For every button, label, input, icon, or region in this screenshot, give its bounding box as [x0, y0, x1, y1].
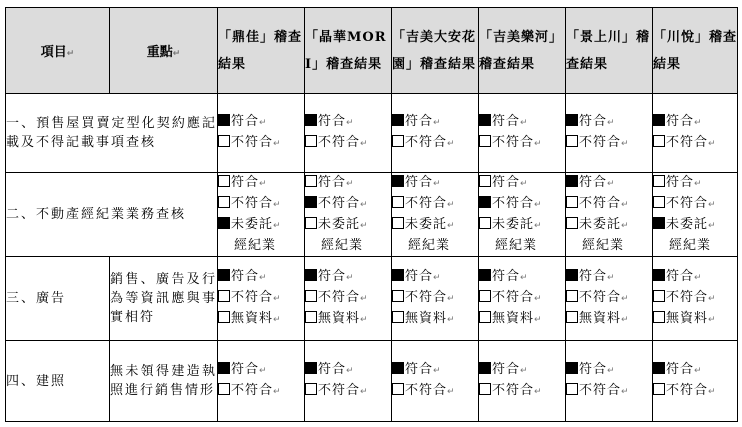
paragraph-mark: ↵	[708, 294, 717, 304]
result-option[interactable]	[218, 194, 304, 215]
result-option[interactable]	[305, 360, 391, 381]
option-label: 不符合	[492, 290, 535, 305]
result-cell	[479, 173, 566, 257]
table-row	[6, 94, 738, 173]
result-option[interactable]	[653, 173, 737, 194]
option-label: 未委託	[579, 217, 622, 232]
option-label: 符合	[666, 114, 695, 129]
result-option[interactable]	[305, 112, 391, 133]
result-option[interactable]	[392, 288, 478, 309]
option-label: 符合	[579, 362, 608, 377]
paragraph-mark: ↵	[433, 118, 442, 128]
checkbox-icon[interactable]	[218, 311, 230, 323]
result-cell	[653, 341, 738, 422]
option-label: 符合	[666, 175, 695, 190]
checkbox-icon[interactable]	[479, 311, 491, 323]
paragraph-mark: ↵	[259, 179, 268, 189]
option-label-continued: 經紀業	[408, 238, 451, 253]
option-label: 不符合	[318, 383, 361, 398]
paragraph-mark: ↵	[273, 387, 282, 397]
option-label: 符合	[318, 269, 347, 284]
result-cell	[305, 341, 392, 422]
result-option[interactable]	[566, 360, 652, 381]
checked-checkbox-icon[interactable]	[305, 196, 317, 208]
checked-checkbox-icon[interactable]	[479, 114, 491, 126]
result-cell	[218, 173, 305, 257]
option-label: 符合	[318, 175, 347, 190]
paragraph-mark: ↵	[447, 200, 456, 210]
option-label: 未委託	[492, 217, 535, 232]
option-label: 符合	[579, 269, 608, 284]
option-label: 符合	[405, 175, 434, 190]
paragraph-mark: ↵	[621, 294, 630, 304]
result-cell	[653, 94, 738, 173]
checkbox-icon[interactable]	[392, 135, 404, 147]
checked-checkbox-icon[interactable]	[305, 362, 317, 374]
result-option[interactable]	[479, 215, 565, 236]
option-label: 不符合	[666, 135, 709, 150]
result-cell	[218, 94, 305, 173]
option-label: 符合	[666, 362, 695, 377]
result-option[interactable]	[392, 267, 478, 288]
result-option[interactable]	[392, 173, 478, 194]
result-option[interactable]	[218, 215, 304, 236]
result-cell	[566, 341, 653, 422]
header-result: 「晶華MORI」稽查結果	[305, 8, 392, 94]
paragraph-mark: ↵	[346, 366, 355, 376]
paragraph-mark: ↵	[273, 294, 282, 304]
result-option[interactable]	[566, 194, 652, 215]
checkbox-icon[interactable]	[479, 217, 491, 229]
paragraph-mark: ↵	[708, 221, 717, 231]
result-option[interactable]	[653, 267, 737, 288]
checkbox-icon[interactable]	[392, 311, 404, 323]
result-option[interactable]	[305, 381, 391, 402]
checkbox-icon[interactable]	[479, 383, 491, 395]
result-cell	[392, 94, 479, 173]
result-option[interactable]	[479, 194, 565, 215]
result-cell	[392, 173, 479, 257]
option-label-continued: 經紀業	[495, 238, 538, 253]
option-label: 不符合	[579, 135, 622, 150]
paragraph-mark: ↵	[607, 179, 616, 189]
header-result: 「景上川」稽查結果	[566, 8, 653, 94]
option-label: 不符合	[666, 290, 709, 305]
result-option[interactable]	[653, 360, 737, 381]
result-cell	[479, 341, 566, 422]
checked-checkbox-icon[interactable]	[392, 114, 404, 126]
checkbox-icon[interactable]	[653, 290, 665, 302]
result-cell	[566, 257, 653, 341]
option-label: 不符合	[579, 383, 622, 398]
checked-checkbox-icon[interactable]	[392, 175, 404, 187]
result-option[interactable]	[305, 215, 391, 236]
checkbox-icon[interactable]	[392, 217, 404, 229]
option-label: 未委託	[318, 217, 361, 232]
option-label: 不符合	[405, 290, 448, 305]
paragraph-mark: ↵	[520, 118, 529, 128]
checkbox-icon[interactable]	[479, 135, 491, 147]
option-label: 不符合	[666, 383, 709, 398]
result-cell	[653, 173, 738, 257]
checkbox-icon[interactable]	[218, 383, 230, 395]
checkbox-icon[interactable]	[218, 135, 230, 147]
row-item-label: 二、不動產經紀業業務查核	[6, 173, 218, 257]
result-option[interactable]	[479, 381, 565, 402]
result-option[interactable]	[479, 267, 565, 288]
option-label: 不符合	[492, 383, 535, 398]
checkbox-icon[interactable]	[653, 196, 665, 208]
option-label: 符合	[405, 114, 434, 129]
paragraph-mark: ↵	[520, 273, 529, 283]
checkbox-icon[interactable]	[305, 217, 317, 229]
option-label: 不符合	[492, 135, 535, 150]
result-option[interactable]	[218, 133, 304, 154]
result-option[interactable]	[479, 288, 565, 309]
paragraph-mark: ↵	[534, 294, 543, 304]
paragraph-mark: ↵	[694, 179, 703, 189]
paragraph-mark: ↵	[694, 273, 703, 283]
paragraph-mark: ↵	[607, 273, 616, 283]
option-label: 不符合	[579, 196, 622, 211]
paragraph-mark: ↵	[259, 366, 268, 376]
paragraph-mark: ↵	[259, 118, 268, 128]
row-item-label: 四、建照	[6, 341, 110, 422]
paragraph-mark: ↵	[534, 315, 543, 325]
header-focus: 重點↵	[110, 8, 218, 94]
paragraph-mark: ↵	[360, 294, 369, 304]
paragraph-mark: ↵	[621, 221, 630, 231]
checked-checkbox-icon[interactable]	[566, 114, 578, 126]
result-option[interactable]	[653, 194, 737, 215]
paragraph-mark: ↵	[433, 179, 442, 189]
checked-checkbox-icon[interactable]	[479, 269, 491, 281]
option-label: 未委託	[231, 217, 274, 232]
result-option[interactable]	[653, 133, 737, 154]
checked-checkbox-icon[interactable]	[218, 114, 230, 126]
option-label: 未委託	[405, 217, 448, 232]
result-option[interactable]	[218, 309, 304, 330]
result-cell	[218, 257, 305, 341]
option-label-continued: 經紀業	[234, 238, 277, 253]
option-label: 不符合	[231, 290, 274, 305]
paragraph-mark: ↵	[520, 366, 529, 376]
option-label: 不符合	[492, 196, 535, 211]
result-option[interactable]	[653, 215, 737, 236]
option-label: 無資料	[231, 311, 274, 326]
paragraph-mark: ↵	[520, 179, 529, 189]
paragraph-mark: ↵	[607, 118, 616, 128]
option-label-continued: 經紀業	[669, 238, 712, 253]
checked-checkbox-icon[interactable]	[566, 175, 578, 187]
option-label: 符合	[318, 362, 347, 377]
result-cell	[653, 257, 738, 341]
checkbox-icon[interactable]	[218, 196, 230, 208]
result-option[interactable]	[653, 309, 737, 330]
paragraph-mark: ↵	[360, 221, 369, 231]
option-label: 符合	[492, 362, 521, 377]
checkbox-icon[interactable]	[218, 290, 230, 302]
option-label: 未委託	[666, 217, 709, 232]
result-option[interactable]	[392, 360, 478, 381]
checkbox-icon[interactable]	[392, 196, 404, 208]
paragraph-mark: ↵	[360, 139, 369, 149]
checkbox-icon[interactable]	[653, 311, 665, 323]
paragraph-mark: ↵	[708, 387, 717, 397]
paragraph-mark: ↵	[273, 139, 282, 149]
checked-checkbox-icon[interactable]	[479, 362, 491, 374]
result-option[interactable]	[479, 360, 565, 381]
checkbox-icon[interactable]	[305, 175, 317, 187]
result-option[interactable]	[218, 381, 304, 402]
result-option[interactable]	[653, 381, 737, 402]
option-label: 不符合	[318, 196, 361, 211]
option-label: 不符合	[405, 196, 448, 211]
result-option[interactable]	[653, 288, 737, 309]
paragraph-mark: ↵	[534, 139, 543, 149]
result-option[interactable]	[392, 112, 478, 133]
option-label: 符合	[231, 269, 260, 284]
paragraph-mark: ↵	[346, 273, 355, 283]
result-option[interactable]	[392, 133, 478, 154]
result-option[interactable]	[566, 309, 652, 330]
checked-checkbox-icon[interactable]	[653, 217, 665, 229]
row-focus-text: 無未領得建造執照進行銷售情形	[110, 341, 218, 422]
result-option[interactable]	[305, 267, 391, 288]
paragraph-mark: ↵	[360, 200, 369, 210]
option-label: 符合	[231, 114, 260, 129]
result-option[interactable]	[392, 381, 478, 402]
checkbox-icon[interactable]	[218, 175, 230, 187]
checked-checkbox-icon[interactable]	[653, 114, 665, 126]
result-option[interactable]	[218, 173, 304, 194]
paragraph-mark: ↵	[447, 315, 456, 325]
option-label: 符合	[318, 114, 347, 129]
option-label: 符合	[231, 362, 260, 377]
checked-checkbox-icon[interactable]	[305, 269, 317, 281]
checkbox-icon[interactable]	[479, 175, 491, 187]
paragraph-mark: ↵	[346, 179, 355, 189]
option-label: 不符合	[318, 290, 361, 305]
paragraph-mark: ↵	[447, 294, 456, 304]
option-label-continued: 經紀業	[582, 238, 625, 253]
checkbox-icon[interactable]	[566, 135, 578, 147]
checked-checkbox-icon[interactable]	[653, 362, 665, 374]
table-row	[6, 257, 738, 341]
result-cell	[479, 257, 566, 341]
paragraph-mark: ↵	[447, 387, 456, 397]
option-label: 不符合	[405, 383, 448, 398]
option-label: 無資料	[492, 311, 535, 326]
option-label: 符合	[579, 114, 608, 129]
option-label: 不符合	[666, 196, 709, 211]
paragraph-mark: ↵	[708, 200, 717, 210]
paragraph-mark: ↵	[447, 139, 456, 149]
option-label: 符合	[405, 269, 434, 284]
option-label: 符合	[492, 175, 521, 190]
result-cell	[566, 173, 653, 257]
checkbox-icon[interactable]	[305, 135, 317, 147]
paragraph-mark: ↵	[273, 221, 282, 231]
paragraph-mark: ↵	[433, 366, 442, 376]
option-label: 符合	[231, 175, 260, 190]
option-label: 符合	[492, 114, 521, 129]
paragraph-mark: ↵	[360, 387, 369, 397]
checkbox-icon[interactable]	[305, 383, 317, 395]
option-label: 不符合	[405, 135, 448, 150]
result-option[interactable]	[479, 173, 565, 194]
checkbox-icon[interactable]	[305, 290, 317, 302]
result-option[interactable]	[566, 173, 652, 194]
inspection-table	[5, 7, 738, 422]
checkbox-icon[interactable]	[566, 290, 578, 302]
paragraph-mark: ↵	[273, 315, 282, 325]
result-cell	[566, 94, 653, 173]
result-option[interactable]	[305, 173, 391, 194]
result-option[interactable]	[392, 215, 478, 236]
option-label: 無資料	[318, 311, 361, 326]
option-label: 符合	[579, 175, 608, 190]
result-cell	[305, 257, 392, 341]
checkbox-icon[interactable]	[653, 383, 665, 395]
paragraph-mark: ↵	[708, 139, 717, 149]
header-item: 項目↵	[6, 8, 110, 94]
checkbox-icon[interactable]	[566, 383, 578, 395]
checked-checkbox-icon[interactable]	[479, 196, 491, 208]
option-label: 無資料	[579, 311, 622, 326]
option-label: 符合	[405, 362, 434, 377]
result-cell	[305, 94, 392, 173]
checked-checkbox-icon[interactable]	[218, 362, 230, 374]
paragraph-mark: ↵	[534, 387, 543, 397]
result-option[interactable]	[479, 133, 565, 154]
result-cell	[392, 341, 479, 422]
result-option[interactable]	[566, 112, 652, 133]
row-focus-text: 銷售、廣告及行為等資訊應與事實相符	[110, 257, 218, 341]
checkbox-icon[interactable]	[653, 135, 665, 147]
result-option[interactable]	[305, 288, 391, 309]
paragraph-mark: ↵	[360, 315, 369, 325]
option-label: 不符合	[231, 383, 274, 398]
result-cell	[305, 173, 392, 257]
option-label: 不符合	[318, 135, 361, 150]
option-label: 符合	[666, 269, 695, 284]
option-label-continued: 經紀業	[321, 238, 364, 253]
header-result: 「吉美大安花園」稽查結果	[392, 8, 479, 94]
row-item-label: 一、預售屋買賣定型化契約應記載及不得記載事項查核	[6, 94, 218, 173]
paragraph-mark: ↵	[621, 139, 630, 149]
result-option[interactable]	[566, 381, 652, 402]
checked-checkbox-icon[interactable]	[218, 269, 230, 281]
option-label: 符合	[492, 269, 521, 284]
paragraph-mark: ↵	[621, 315, 630, 325]
paragraph-mark: ↵	[694, 366, 703, 376]
checked-checkbox-icon[interactable]	[392, 362, 404, 374]
option-label: 不符合	[579, 290, 622, 305]
table-row	[6, 341, 738, 422]
header-result: 「鼎佳」稽查結果	[218, 8, 305, 94]
checkbox-icon[interactable]	[566, 217, 578, 229]
paragraph-mark: ↵	[273, 200, 282, 210]
checkbox-icon[interactable]	[479, 290, 491, 302]
result-option[interactable]	[218, 288, 304, 309]
option-label: 無資料	[666, 311, 709, 326]
result-option[interactable]	[305, 133, 391, 154]
header-result: 「川悅」稽查結果	[653, 8, 738, 94]
paragraph-mark: ↵	[621, 200, 630, 210]
checked-checkbox-icon[interactable]	[305, 114, 317, 126]
checked-checkbox-icon[interactable]	[392, 269, 404, 281]
paragraph-mark: ↵	[534, 221, 543, 231]
checkbox-icon[interactable]	[305, 311, 317, 323]
checkbox-icon[interactable]	[566, 311, 578, 323]
result-option[interactable]	[566, 288, 652, 309]
result-cell	[479, 94, 566, 173]
header-result: 「吉美樂河」稽查結果	[479, 8, 566, 94]
checkbox-icon[interactable]	[392, 290, 404, 302]
result-cell	[218, 341, 305, 422]
paragraph-mark: ↵	[447, 221, 456, 231]
checkbox-icon[interactable]	[392, 383, 404, 395]
checked-checkbox-icon[interactable]	[218, 217, 230, 229]
option-label: 不符合	[231, 135, 274, 150]
result-cell	[392, 257, 479, 341]
result-option[interactable]	[218, 360, 304, 381]
paragraph-mark: ↵	[534, 200, 543, 210]
header-row	[6, 8, 738, 94]
result-option[interactable]	[392, 309, 478, 330]
checked-checkbox-icon[interactable]	[653, 269, 665, 281]
result-option[interactable]	[566, 267, 652, 288]
paragraph-mark: ↵	[433, 273, 442, 283]
checkbox-icon[interactable]	[653, 175, 665, 187]
result-option[interactable]	[653, 112, 737, 133]
paragraph-mark: ↵	[708, 315, 717, 325]
result-option[interactable]	[479, 309, 565, 330]
option-label: 不符合	[231, 196, 274, 211]
checked-checkbox-icon[interactable]	[566, 362, 578, 374]
checkbox-icon[interactable]	[566, 196, 578, 208]
result-option[interactable]	[218, 267, 304, 288]
result-option[interactable]	[566, 133, 652, 154]
paragraph-mark: ↵	[259, 273, 268, 283]
row-item-label: 三、廣告	[6, 257, 110, 341]
result-option[interactable]	[566, 215, 652, 236]
result-option[interactable]	[305, 194, 391, 215]
paragraph-mark: ↵	[607, 366, 616, 376]
result-option[interactable]	[218, 112, 304, 133]
result-option[interactable]	[305, 309, 391, 330]
result-option[interactable]	[479, 112, 565, 133]
paragraph-mark: ↵	[621, 387, 630, 397]
table-row	[6, 173, 738, 257]
checked-checkbox-icon[interactable]	[566, 269, 578, 281]
option-label: 無資料	[405, 311, 448, 326]
paragraph-mark: ↵	[694, 118, 703, 128]
paragraph-mark: ↵	[346, 118, 355, 128]
result-option[interactable]	[392, 194, 478, 215]
